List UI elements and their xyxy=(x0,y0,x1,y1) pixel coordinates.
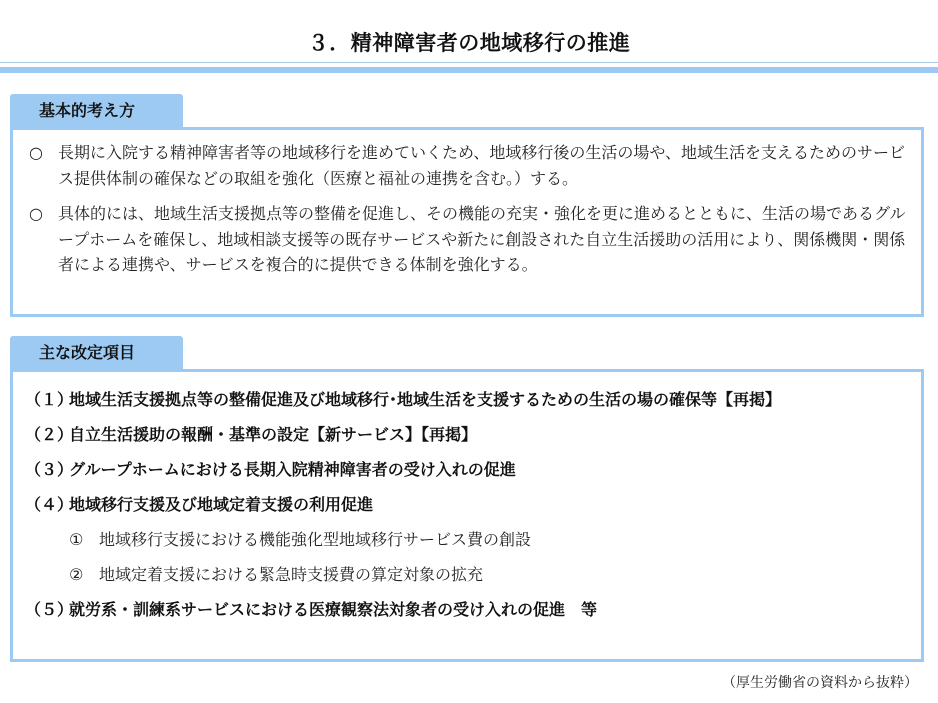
item-number: （３） xyxy=(25,460,74,479)
section-tab-main-revisions: 主な改定項目 xyxy=(10,336,183,370)
revision-subitem xyxy=(25,557,907,592)
paragraph xyxy=(29,201,907,278)
revision-item xyxy=(25,417,907,452)
subitem-number: ② xyxy=(69,565,84,584)
source-note: （厚生労働省の資料から抜粋） xyxy=(722,675,918,691)
item-text: 地域移行支援及び地域定着支援の利用促進 xyxy=(69,495,374,514)
revision-subitem xyxy=(25,522,907,557)
item-text: グループホームにおける長期入院精神障害者の受け入れの促進 xyxy=(69,460,516,479)
subitem-text: 地域移行支援における機能強化型地域移行サービス費の創設 xyxy=(99,530,532,549)
item-number: （２） xyxy=(25,425,74,444)
revision-item xyxy=(25,452,907,487)
item-text: 就労系・訓練系サービスにおける医療観察法対象者の受け入れの促進 等 xyxy=(69,600,598,619)
section-box-main-revisions xyxy=(10,369,924,662)
item-number: （５） xyxy=(25,600,74,619)
revision-item xyxy=(25,592,907,627)
title-divider-thick xyxy=(0,67,938,73)
subitem-number: ① xyxy=(69,530,84,549)
paragraph-text: 具体的には、地域生活支援拠点等の整備を促進し、その機能の充実・強化を更に進めるとともに、生活の場であるグループホームを確保し、地域相談支援等の既存サービスや新たに創設された自立生活援助の活用により、関係機関・関係者による連携や、サービスを複合的に提供できる体制を強化する。 xyxy=(58,204,906,274)
revision-item xyxy=(25,487,907,522)
circle-bullet-icon: ○ xyxy=(29,143,43,162)
section-box-basic-approach xyxy=(10,127,924,317)
title-divider-thin xyxy=(0,62,938,63)
revision-item xyxy=(25,382,907,417)
page-title: ３．精神障害者の地域移行の推進 xyxy=(307,31,631,55)
item-number: （１） xyxy=(25,390,74,409)
section-tab-basic-approach: 基本的考え方 xyxy=(10,94,183,128)
subitem-text: 地域定着支援における緊急時支援費の算定対象の拡充 xyxy=(99,565,484,584)
item-number: （４） xyxy=(25,495,74,514)
circle-bullet-icon: ○ xyxy=(29,204,43,223)
paragraph-text: 長期に入院する精神障害者等の地域移行を進めていくため、地域移行後の生活の場や、地域生活を支えるためのサービス提供体制の確保などの取組を強化（医療と福祉の連携を含む。）する。 xyxy=(58,143,906,188)
item-text: 地域生活支援拠点等の整備促進及び地域移行･地域生活を支援するための生活の場の確保等【再掲】 xyxy=(69,390,782,409)
paragraph xyxy=(29,140,907,191)
item-text: 自立生活援助の報酬・基準の設定【新サービス】【再掲】 xyxy=(69,425,478,444)
